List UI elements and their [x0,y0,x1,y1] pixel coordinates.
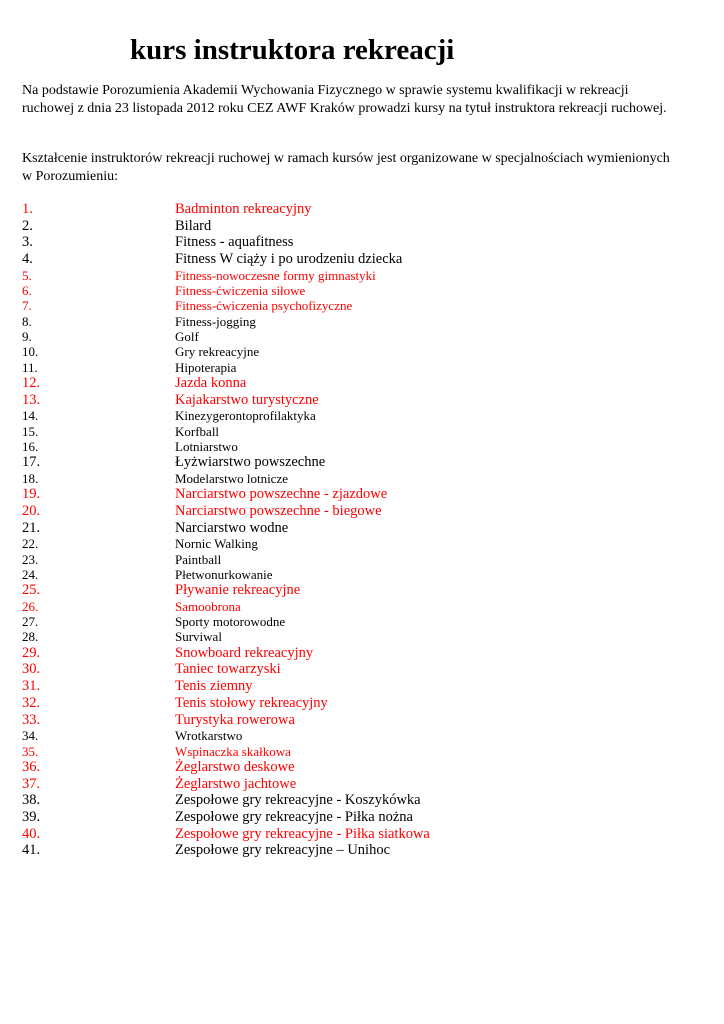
list-item [22,695,430,712]
list-item [22,759,430,776]
list-item [22,329,430,344]
list-item [22,375,430,392]
list-item-number: 35. [22,743,39,759]
list-item-number: 6. [22,283,32,299]
list-item-number: 27. [22,614,39,630]
list-item-number: 11. [22,359,38,375]
list-item-label: Fitness-nowoczesne formy gimnastyki [175,267,376,283]
list-item-label: Pływanie rekreacyjne [175,582,301,599]
list-item-label: Zespołowe gry rekreacyjne - Piłka nożna [175,809,413,825]
list-item-label: Modelarstwo lotnicze [175,470,288,486]
list-item [22,582,430,599]
list-item-number: 29. [22,644,41,661]
list-item-label: Narciarstwo wodne [175,519,289,536]
list-item [22,614,430,629]
list-item [22,283,430,298]
list-item-label: Narciarstwo powszechne - zjazdowe [175,486,388,503]
list-item [22,486,430,503]
list-item-label: Sporty motorowodne [175,614,286,630]
list-item-number: 26. [22,598,39,614]
list-item-label: Bilard [175,217,212,234]
list-item-label: Jazda konna [175,374,247,391]
list-item-label: Gry rekreacyjne [175,344,260,360]
list-item [22,424,430,439]
list-item-label: Korfball [175,423,220,439]
list-item-label: Turystyka rowerowa [175,711,295,728]
list-item [22,471,430,486]
list-item-number: 19. [22,486,41,503]
list-item-number: 39. [22,809,41,825]
list-item [22,599,430,614]
list-item [22,629,430,644]
list-item [22,344,430,359]
list-item-label: Fitness W ciąży i po urodzeniu dziecka [175,251,403,268]
list-item [22,268,430,283]
list-item [22,408,430,423]
list-item-number: 32. [22,694,41,711]
list-item-number: 38. [22,792,41,809]
list-item-label: Zespołowe gry rekreacyjne - Piłka siatkowa [175,825,430,842]
list-item [22,392,430,409]
list-item [22,712,430,729]
list-item-number: 21. [22,519,41,536]
list-item [22,678,430,695]
list-item-number: 4. [22,251,33,268]
list-item-number: 37. [22,775,41,792]
list-item-number: 33. [22,711,41,728]
list-item-label: Samoobrona [175,598,241,614]
list-item [22,503,430,520]
list-item-number: 5. [22,267,32,283]
page-title: kurs instruktora rekreacji [130,34,455,66]
list-item [22,567,430,582]
list-item-number: 31. [22,678,41,695]
list-item-label: Hipoterapia [175,359,237,375]
list-item [22,201,430,218]
list-item-number: 2. [22,217,33,234]
list-item-number: 22. [22,536,39,552]
list-item [22,454,430,471]
list-item-label: Żeglarstwo deskowe [175,758,295,775]
list-item-label: Żeglarstwo jachtowe [175,775,297,792]
list-item-label: Lotniarstwo [175,438,238,454]
list-item-label: Snowboard rekreacyjny [175,644,314,661]
list-item [22,439,430,454]
list-item [22,744,430,759]
list-item-number: 30. [22,661,41,678]
specializations-list [22,201,430,859]
list-item-number: 1. [22,201,33,217]
list-item-label: Kinezygerontoprofilaktyka [175,408,316,424]
list-item [22,536,430,551]
list-item [22,728,430,743]
list-item-label: Golf [175,329,199,344]
list-item-label: Surviwal [175,629,222,645]
list-item-label: Wspinaczka skałkowa [175,743,291,759]
list-item-number: 36. [22,758,41,775]
list-item-number: 17. [22,454,41,471]
specializations-intro-paragraph: Kształcenie instruktorów rekreacji ruchowej w ramach kursów jest organizowane w specjalnościach wymienionych w Porozumieniu: [22,151,670,184]
list-item-number: 14. [22,408,39,424]
list-item [22,360,430,375]
list-item [22,792,430,809]
list-item-label: Paintball [175,551,222,567]
list-item-label: Zespołowe gry rekreacyjne - Koszykówka [175,792,421,809]
list-item-label: Kajakarstwo turystyczne [175,391,319,408]
list-item-label: Zespołowe gry rekreacyjne – Unihoc [175,842,391,859]
list-item-number: 20. [22,502,41,519]
list-item [22,809,430,826]
list-item-number: 10. [22,344,39,360]
list-item [22,234,430,251]
list-item-label: Fitness-ćwiczenia psychofizyczne [175,298,353,314]
list-item-number: 18. [22,470,39,486]
list-item [22,298,430,313]
list-item-label: Narciarstwo powszechne - biegowe [175,502,382,519]
list-item-number: 7. [22,298,32,314]
list-item [22,826,430,843]
list-item [22,645,430,662]
list-item [22,218,430,235]
list-item-number: 34. [22,728,39,744]
list-item-number: 15. [22,423,39,439]
list-item-number: 13. [22,391,41,408]
list-item-number: 8. [22,313,32,329]
list-item-number: 9. [22,329,32,344]
list-item-label: Wrotkarstwo [175,728,243,744]
list-item-label: Badminton rekreacyjny [175,201,312,217]
list-item-number: 40. [22,825,41,842]
list-item-label: Tenis stołowy rekreacyjny [175,694,328,711]
list-item-label: Fitness-jogging [175,313,256,329]
list-item-label: Fitness - aquafitness [175,234,294,251]
list-item [22,251,430,268]
list-item-label: Taniec towarzyski [175,661,281,678]
list-item-number: 25. [22,582,41,599]
list-item [22,314,430,329]
list-item [22,520,430,537]
list-item-number: 41. [22,842,41,859]
list-item-label: Tenis ziemny [175,678,253,695]
list-item-number: 3. [22,234,33,251]
list-item [22,776,430,793]
list-item-label: Fitness-ćwiczenia siłowe [175,283,306,299]
list-item-label: Łyżwiarstwo powszechne [175,454,326,471]
list-item-number: 23. [22,551,39,567]
list-item-number: 12. [22,374,41,391]
list-item [22,552,430,567]
list-item [22,842,430,859]
intro-paragraph: Na podstawie Porozumienia Akademii Wychowania Fizycznego w sprawie systemu kwalifikacji w rekreacji ruchowej z dnia 23 listopada 2012 roku CEZ AWF Kraków prowadzi kursy na tytuł instruktora rekreacji ruchowej. [22,83,667,116]
list-item [22,661,430,678]
list-item-number: 24. [22,566,39,582]
list-item-label: Płetwonurkowanie [175,566,273,582]
list-item-number: 16. [22,438,39,454]
list-item-number: 28. [22,629,39,645]
list-item-label: Nornic Walking [175,536,258,552]
